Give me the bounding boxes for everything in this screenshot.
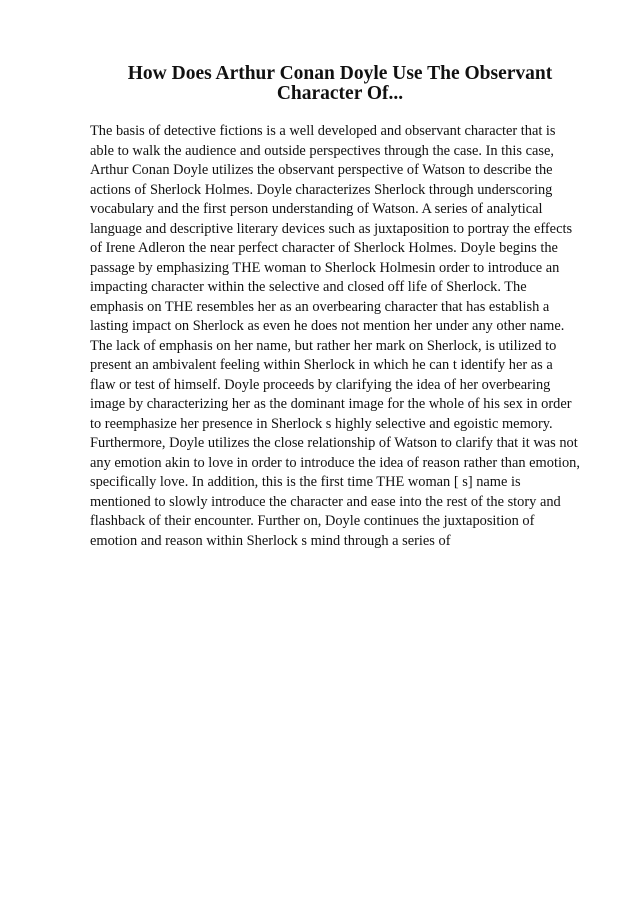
body-line: lasting impact on Sherlock as even he does not mention her under any other name. [90,318,565,334]
body-line: any emotion akin to love in order to introduce the idea of reason rather than emotion, [90,454,580,471]
document-body [90,122,610,551]
body-line: flaw or test of himself. Doyle proceeds by clarifying the idea of her overbearing [90,376,551,393]
title-line: Character Of... [276,82,404,104]
body-line: emphasis on THE resembles her as an overbearing character that has establish a [90,298,550,315]
body-line: impacting character within the selective and closed off life of Sherlock. The [90,279,527,295]
body-line: specifically love. In addition, this is the first time THE woman [ s] name is [90,474,521,490]
body-line: The basis of detective fictions is a well developed and observant character that is [90,123,556,139]
body-line: emotion and reason within Sherlock s mind through a series of [90,532,451,549]
body-line: vocabulary and the first person understanding of Watson. A series of analytical [90,201,543,217]
title-line: How Does Arthur Conan Doyle Use The Observant [127,63,553,84]
body-line: The lack of emphasis on her name, but rather her mark on Sherlock, is utilized to [90,337,557,354]
document-title [90,62,590,104]
body-line: actions of Sherlock Holmes. Doyle characterizes Sherlock through underscoring [90,181,553,198]
body-line: present an ambivalent feeling within Sherlock in which he can t identify her as a [90,357,553,373]
body-line: to reemphasize her presence in Sherlock s highly selective and egoistic memory. [90,415,553,432]
body-line: flashback of their encounter. Further on, Doyle continues the juxtaposition of [90,513,535,529]
body-line: image by characterizing her as the dominant image for the whole of his sex in order [90,396,572,412]
body-line: passage by emphasizing THE woman to Sherlock Holmesin order to introduce an [90,259,560,276]
body-line: of Irene Adleron the near perfect character of Sherlock Holmes. Doyle begins the [90,240,558,256]
body-line: language and descriptive literary devices such as juxtaposition to portray the effects [90,220,573,237]
body-line: mentioned to slowly introduce the character and ease into the rest of the story and [90,493,561,510]
body-line: Furthermore, Doyle utilizes the close relationship of Watson to clarify that it was not [90,435,578,451]
body-line: able to walk the audience and outside perspectives through the case. In this case, [90,142,554,159]
body-line: Arthur Conan Doyle utilizes the observant perspective of Watson to describe the [90,162,553,178]
